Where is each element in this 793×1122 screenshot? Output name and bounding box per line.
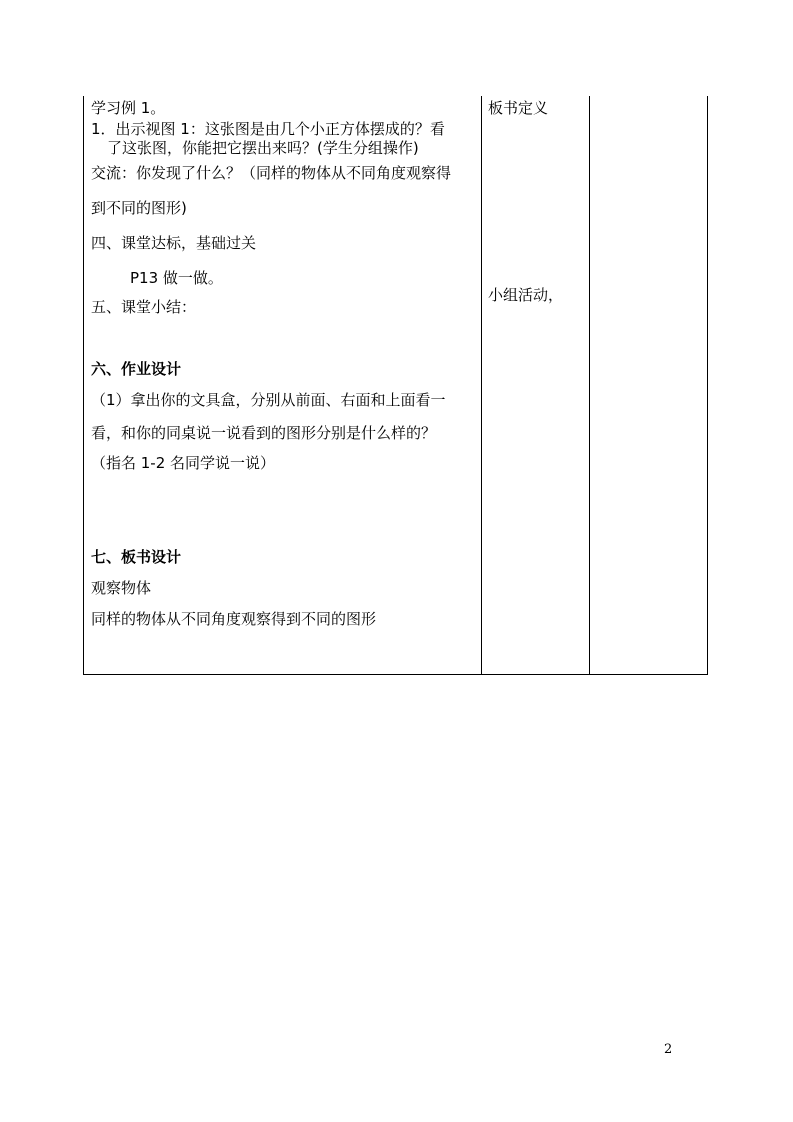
homework-line1: （1）拿出你的文具盒，分别从前面、右面和上面看一: [91, 391, 446, 409]
notes-column: [482, 96, 590, 675]
note-group-activity: 小组活动，: [488, 286, 564, 304]
discussion-line1: 交流：你发现了什么？（同样的物体从不同角度观察得: [91, 164, 452, 182]
example-intro: 学习例 1。: [91, 99, 166, 117]
section-6-heading: 六、作业设计: [91, 360, 182, 378]
step-1-line1: 1．出示视图 1：这张图是由几个小正方体摆成的？看: [91, 120, 445, 138]
section-5-heading: 五、课堂小结：: [91, 298, 197, 316]
section-4-heading: 四、课堂达标，基础过关: [91, 234, 257, 252]
homework-line3: （指名 1-2 名同学说一说）: [91, 454, 276, 472]
teaching-process-column: [83, 96, 482, 675]
empty-column: [590, 96, 708, 675]
homework-line2: 看，和你的同桌说一说看到的图形分别是什么样的？: [91, 424, 437, 442]
page-number: 2: [664, 1042, 673, 1057]
discussion-line2: 到不同的图形): [91, 199, 187, 217]
note-board-definition: 板书定义: [488, 99, 549, 117]
section-7-heading: 七、板书设计: [91, 548, 182, 566]
step-1-line2: 了这张图，你能把它摆出来吗？(学生分组操作): [107, 139, 419, 157]
board-content: 同样的物体从不同角度观察得到不同的图形: [91, 610, 377, 628]
board-title: 观察物体: [91, 579, 152, 597]
lesson-table: [83, 96, 708, 676]
practice-item: P13 做一做。: [130, 269, 223, 287]
